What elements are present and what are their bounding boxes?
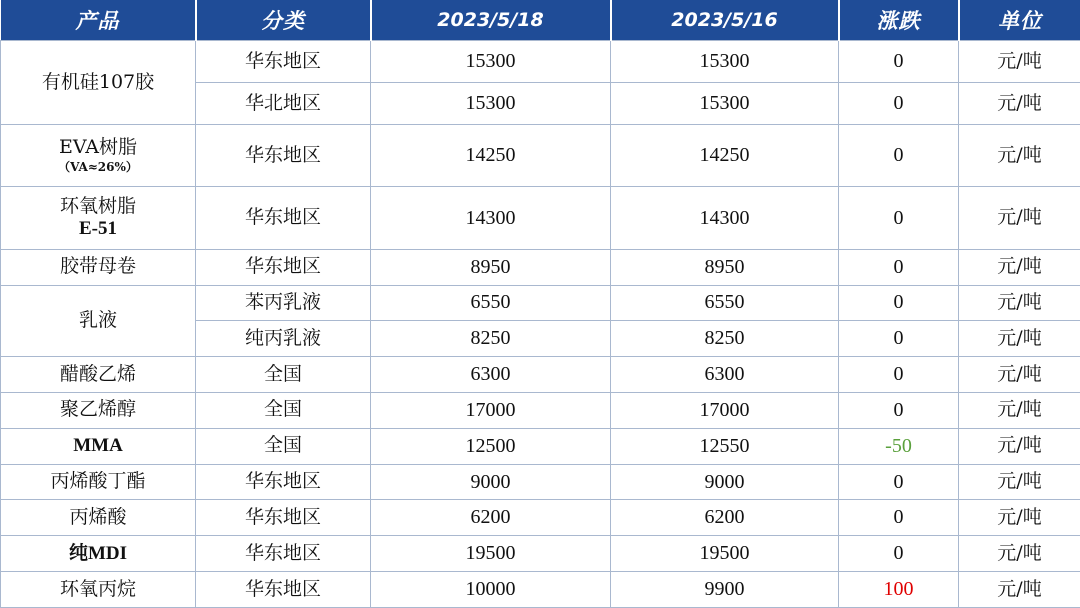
- product-cell: 聚乙烯醇: [1, 393, 196, 429]
- price-0518-cell: 8950: [371, 249, 611, 285]
- header-row: [1, 0, 1080, 41]
- table-header: [1, 0, 1080, 41]
- unit-cell: 元/吨: [959, 82, 1080, 124]
- category-cell: 华东地区: [196, 249, 371, 285]
- table-row: [1, 124, 1080, 186]
- product-cell: [1, 124, 196, 186]
- table-row: [1, 536, 1080, 572]
- unit-cell: 元/吨: [959, 187, 1080, 249]
- price-0516-cell: 17000: [611, 393, 839, 429]
- change-cell: 0: [839, 187, 959, 249]
- category-cell: 华北地区: [196, 82, 371, 124]
- price-0516-cell: 9000: [611, 464, 839, 500]
- price-0518-cell: 19500: [371, 536, 611, 572]
- change-cell: 0: [839, 321, 959, 357]
- header-date-0518: 2023/5/18: [371, 0, 611, 41]
- price-0516-cell: 8250: [611, 321, 839, 357]
- product-name: 环氧树脂: [59, 195, 136, 218]
- category-cell: 全国: [196, 428, 371, 464]
- price-0518-cell: 6300: [371, 357, 611, 393]
- change-cell-positive: 100: [839, 572, 959, 608]
- category-cell: 华东地区: [196, 187, 371, 249]
- price-0516-cell: 6300: [611, 357, 839, 393]
- product-cell: 丙烯酸: [1, 500, 196, 536]
- price-0516-cell: 15300: [611, 82, 839, 124]
- change-cell: 0: [839, 464, 959, 500]
- price-0518-cell: 6200: [371, 500, 611, 536]
- header-date-0516: 2023/5/16: [611, 0, 839, 41]
- change-cell: 0: [839, 500, 959, 536]
- product-name: EVA树脂: [58, 135, 138, 158]
- product-cell: 胶带母卷: [1, 249, 196, 285]
- product-cell: 有机硅107胶: [1, 41, 196, 125]
- category-cell: 华东地区: [196, 536, 371, 572]
- change-cell: 0: [839, 536, 959, 572]
- product-model: E-51: [79, 218, 117, 240]
- unit-cell: 元/吨: [959, 500, 1080, 536]
- unit-cell: 元/吨: [959, 572, 1080, 608]
- price-0516-cell: 15300: [611, 41, 839, 83]
- category-cell: 华东地区: [196, 464, 371, 500]
- price-0518-cell: 6550: [371, 285, 611, 321]
- table-row: [1, 428, 1080, 464]
- price-0518-cell: 14300: [371, 187, 611, 249]
- category-cell: 苯丙乳液: [196, 285, 371, 321]
- header-product: 产品: [1, 0, 196, 41]
- price-0518-cell: 17000: [371, 393, 611, 429]
- category-cell: 纯丙乳液: [196, 321, 371, 357]
- price-0516-cell: 8950: [611, 249, 839, 285]
- price-0518-cell: 15300: [371, 41, 611, 83]
- price-0516-cell: 14250: [611, 124, 839, 186]
- table-row: [1, 572, 1080, 608]
- price-0518-cell: 10000: [371, 572, 611, 608]
- category-cell: 全国: [196, 357, 371, 393]
- change-cell: 0: [839, 41, 959, 83]
- price-0518-cell: 14250: [371, 124, 611, 186]
- unit-cell: 元/吨: [959, 41, 1080, 83]
- table-row: [1, 393, 1080, 429]
- price-0516-cell: 9900: [611, 572, 839, 608]
- product-cell: MMA: [1, 428, 196, 464]
- price-0518-cell: 12500: [371, 428, 611, 464]
- product-cell: 丙烯酸丁酯: [1, 464, 196, 500]
- change-cell: 0: [839, 285, 959, 321]
- table-row: [1, 357, 1080, 393]
- price-0518-cell: 15300: [371, 82, 611, 124]
- change-cell: 0: [839, 124, 959, 186]
- price-0516-cell: 6200: [611, 500, 839, 536]
- category-cell: 华东地区: [196, 124, 371, 186]
- category-cell: 全国: [196, 393, 371, 429]
- table-row: [1, 187, 1080, 249]
- product-subtitle: （VA≈26%）: [58, 159, 138, 174]
- product-cell: 环氧丙烷: [1, 572, 196, 608]
- header-change: 涨跌: [839, 0, 959, 41]
- price-0516-cell: 14300: [611, 187, 839, 249]
- price-0518-cell: 9000: [371, 464, 611, 500]
- price-0518-cell: 8250: [371, 321, 611, 357]
- category-cell: 华东地区: [196, 572, 371, 608]
- category-cell: 华东地区: [196, 41, 371, 83]
- change-cell: 0: [839, 82, 959, 124]
- product-cell: 醋酸乙烯: [1, 357, 196, 393]
- unit-cell: 元/吨: [959, 357, 1080, 393]
- unit-cell: 元/吨: [959, 321, 1080, 357]
- unit-cell: 元/吨: [959, 393, 1080, 429]
- unit-cell: 元/吨: [959, 124, 1080, 186]
- unit-cell: 元/吨: [959, 428, 1080, 464]
- category-cell: 华东地区: [196, 500, 371, 536]
- unit-cell: 元/吨: [959, 464, 1080, 500]
- table-row: [1, 500, 1080, 536]
- unit-cell: 元/吨: [959, 536, 1080, 572]
- change-cell: 0: [839, 357, 959, 393]
- product-cell: [1, 187, 196, 249]
- change-cell: 0: [839, 249, 959, 285]
- table-row: [1, 285, 1080, 321]
- table-row: [1, 249, 1080, 285]
- change-cell-negative: -50: [839, 428, 959, 464]
- unit-cell: 元/吨: [959, 285, 1080, 321]
- unit-cell: 元/吨: [959, 249, 1080, 285]
- price-0516-cell: 12550: [611, 428, 839, 464]
- product-cell: 纯MDI: [1, 536, 196, 572]
- table-row: [1, 41, 1080, 83]
- header-unit: 单位: [959, 0, 1080, 41]
- price-0516-cell: 19500: [611, 536, 839, 572]
- price-0516-cell: 6550: [611, 285, 839, 321]
- product-cell: 乳液: [1, 285, 196, 357]
- change-cell: 0: [839, 393, 959, 429]
- header-category: 分类: [196, 0, 371, 41]
- table-body: [1, 41, 1080, 608]
- table-row: [1, 464, 1080, 500]
